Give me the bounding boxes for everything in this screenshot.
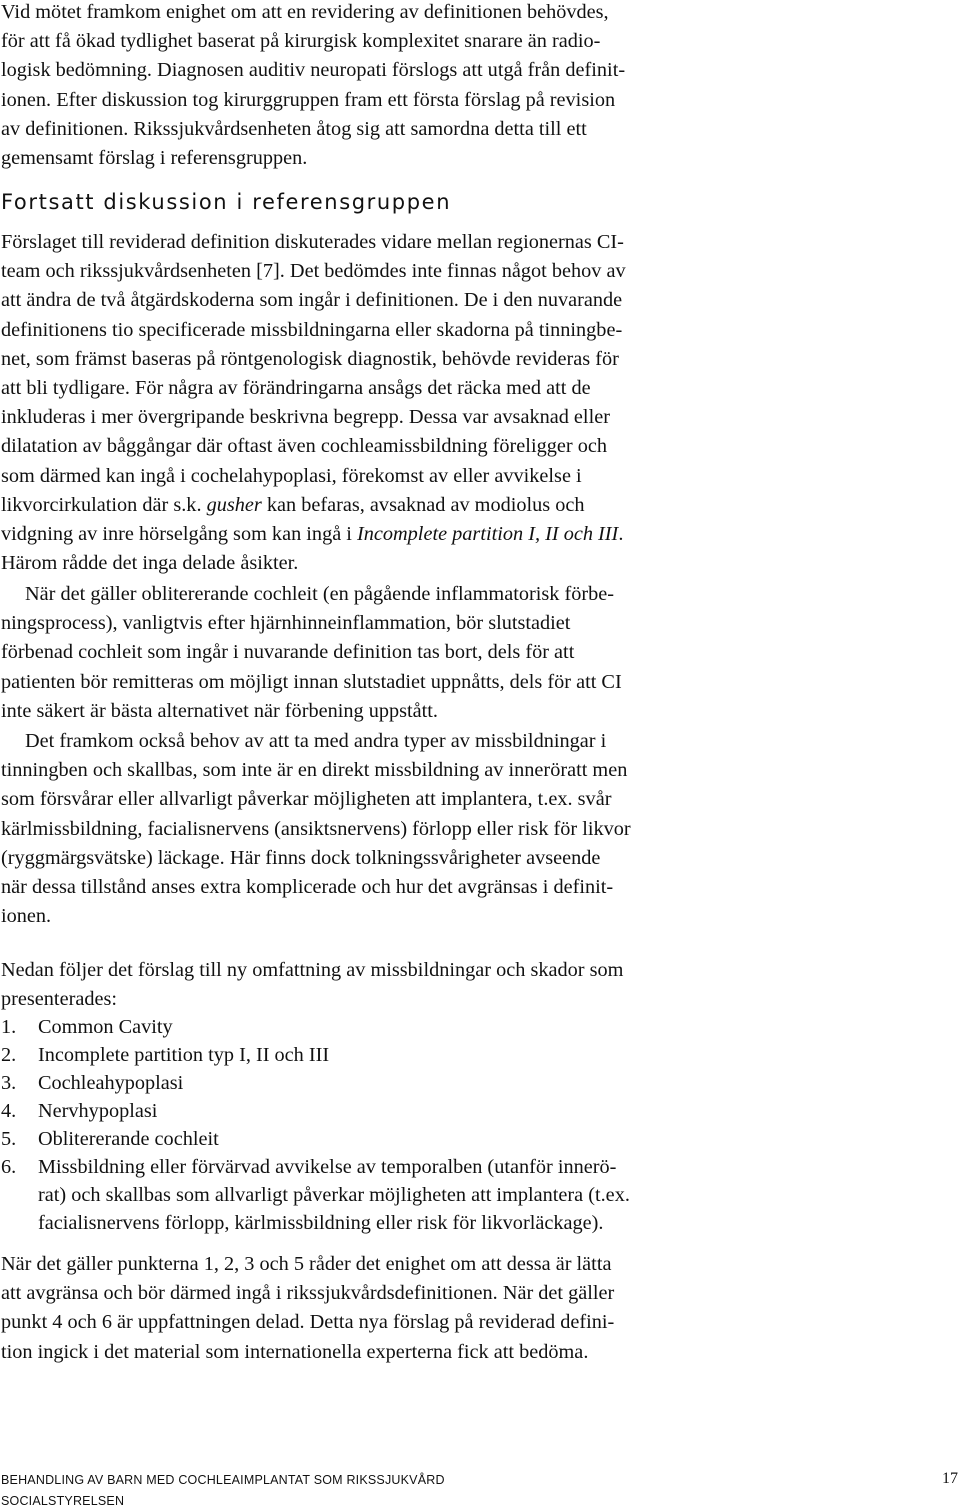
footer-publisher: SOCIALSTYRELSEN xyxy=(1,1494,125,1508)
list-item-text: Cochleahypoplasi xyxy=(38,1072,184,1094)
paragraph-other-malformations xyxy=(1,727,761,931)
text-line: definitionens tio specificerade missbildningarna eller skadorna på tinningbe- xyxy=(1,318,623,341)
text-line xyxy=(1,520,761,549)
text-line: Nedan följer det förslag till ny omfattning av missbildningar och skador som xyxy=(1,959,624,981)
list-item xyxy=(1,1097,761,1125)
list-item xyxy=(1,1125,761,1153)
list-item-text: rat) och skallbas som allvarligt påverkar möjligheten att implantera (t.ex. xyxy=(38,1184,630,1206)
text-line: att ändra de två åtgärdskoderna som ingår i definitionen. De i den nuvarande xyxy=(1,289,623,312)
text-line: av definitionen. Rikssjukvårdsenheten åtog sig att samordna detta till ett xyxy=(1,117,587,140)
text-line: inkluderas i mer övergripande beskrivna begrepp. Dessa var avsaknad eller xyxy=(1,406,610,429)
text-line: Förslaget till reviderad definition diskuterades vidare mellan regionernas CI- xyxy=(1,231,624,253)
list-number: 6. xyxy=(1,1156,17,1178)
text-line: kärlmissbildning, facialisnervens (ansiktsnervens) förlopp eller risk för likvor xyxy=(1,817,631,840)
text-line: tion ingick i det material som internationella experterna fick att bedöma. xyxy=(1,1340,589,1363)
text-line xyxy=(1,491,761,520)
text-line: (ryggmärgsvätske) läckage. Här finns dock tolkningssvårigheter avseende xyxy=(1,846,601,869)
text-line: logisk bedömning. Diagnosen auditiv neuropati förslogs att utgå från definit- xyxy=(1,59,626,82)
text-line: förbenad cochleit som ingår i nuvarande definition tas bort, dels för att xyxy=(1,641,575,664)
list-number: 1. xyxy=(1,1016,17,1038)
text-line: team och rikssjukvårdsenheten [7]. Det bedömdes inte finnas något behov av xyxy=(1,260,626,283)
list-item-text: Incomplete partition typ I, II och III xyxy=(38,1044,330,1066)
text-line: som därmed kan ingå i cochelahypoplasi, förekomst av eller avvikelse i xyxy=(1,464,582,487)
italic-term: gusher xyxy=(206,493,262,516)
section-heading: Fortsatt diskussion i referensgruppen xyxy=(1,190,452,214)
text-line: När det gäller punkterna 1, 2, 3 och 5 råder det enighet om att dessa är lätta xyxy=(1,1253,612,1275)
text-span: likvorcirkulation där s.k. xyxy=(1,493,207,516)
text-line: gemensamt förslag i referensgruppen. xyxy=(1,147,308,170)
list-number: 2. xyxy=(1,1044,17,1066)
paragraph-list-intro xyxy=(1,956,761,1014)
page-number: 17 xyxy=(942,1470,958,1487)
list-item xyxy=(1,1153,761,1237)
list-item xyxy=(1,1013,761,1041)
list-item-text: Oblitererande cochleit xyxy=(38,1128,219,1150)
text-line: att bli tydligare. För några av förändringarna ansågs det räcka med att de xyxy=(1,377,591,400)
list-item-text: Missbildning eller förvärvad avvikelse av temporalben (utanför innerö- xyxy=(38,1156,617,1178)
text-line: ionen. xyxy=(1,905,52,928)
list-item xyxy=(1,1069,761,1097)
italic-term: Incomplete partition I, II och III xyxy=(356,523,619,546)
text-line: ionen. Efter diskussion tog kirurggruppen fram ett första förslag på revision xyxy=(1,88,616,111)
list-number: 5. xyxy=(1,1128,17,1150)
text-line: Vid mötet framkom enighet om att en revidering av definitionen behövdes, xyxy=(1,1,609,23)
text-line: ningsprocess), vanligtvis efter hjärnhinneinflammation, bör slutstadiet xyxy=(1,612,571,635)
text-line: patienten bör remitteras om möjligt innan slutstadiet uppnåtts, dels för att CI xyxy=(1,670,622,693)
text-line: tinningben och skallbas, som inte är en direkt missbildning av inneröratt men xyxy=(1,759,628,782)
text-line: inte säkert är bästa alternativet när förbening uppstått. xyxy=(1,699,439,722)
paragraph-final xyxy=(1,1250,761,1367)
text-line: Härom rådde det inga delade åsikter. xyxy=(1,552,299,575)
text-span: vidgning av inre hörselgång som kan ingå i xyxy=(1,523,357,546)
text-line: När det gäller oblitererande cochleit (en pågående inflammatorisk förbe- xyxy=(25,583,615,605)
list-item-text: Common Cavity xyxy=(38,1016,173,1038)
text-line: net, som främst baseras på röntgenologisk diagnostik, behövde revideras för xyxy=(1,347,619,370)
text-line: när dessa tillstånd anses extra komplicerade och hur det avgränsas i definit- xyxy=(1,876,614,899)
text-span: . xyxy=(618,523,624,546)
paragraph-discussion xyxy=(1,228,761,578)
paragraph-cochleit xyxy=(1,580,761,726)
list-number: 4. xyxy=(1,1100,17,1122)
text-line: Det framkom också behov av att ta med andra typer av missbildningar i xyxy=(25,730,607,752)
footer-running-title: BEHANDLING AV BARN MED COCHLEAIMPLANTAT SOM RIKSSJUKVÅRD xyxy=(1,1473,445,1487)
malformation-list xyxy=(1,1013,761,1237)
list-number: 3. xyxy=(1,1072,17,1094)
paragraph-intro xyxy=(1,0,761,173)
text-line: presenterades: xyxy=(1,988,117,1011)
list-item-text: facialisnervens förlopp, kärlmissbildning eller risk för likvorläckage). xyxy=(38,1212,604,1234)
text-line: punkt 4 och 6 är uppfattningen delad. Detta nya förslag på reviderad defini- xyxy=(1,1311,615,1334)
list-item-text: Nervhypoplasi xyxy=(38,1100,158,1122)
text-line: för att få ökad tydlighet baserat på kirurgisk komplexitet snarare än radio- xyxy=(1,30,601,53)
text-line: att avgränsa och bör därmed ingå i rikssjukvårdsdefinitionen. När det gäller xyxy=(1,1282,615,1305)
text-line: dilatation av båggångar där oftast även cochleamissbildning föreligger och xyxy=(1,435,607,458)
text-line: som försvårar eller allvarligt påverkar möjligheten att implantera, t.ex. svår xyxy=(1,788,612,811)
text-span: kan befaras, avsaknad av modiolus och xyxy=(261,493,585,516)
list-item xyxy=(1,1041,761,1069)
